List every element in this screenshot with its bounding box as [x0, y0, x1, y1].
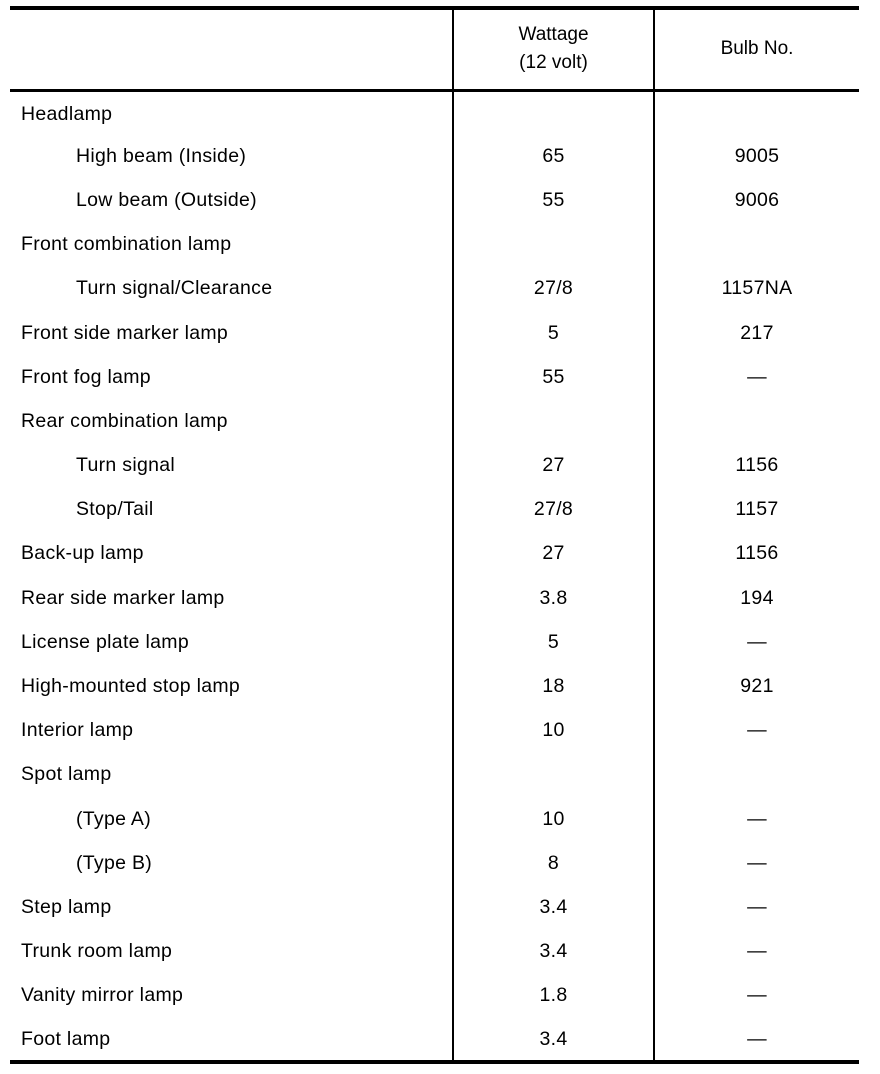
lamp-name-cell: Front combination lamp [10, 223, 453, 267]
lamp-name-cell: Rear combination lamp [10, 399, 453, 443]
wattage-cell: 3.8 [453, 576, 654, 620]
table-row [10, 532, 859, 576]
table-row [10, 797, 859, 841]
lamp-name-cell: Rear side marker lamp [10, 576, 453, 620]
wattage-cell: 55 [453, 355, 654, 399]
bulb-number-cell [654, 90, 859, 134]
lamp-name-cell: (Type B) [10, 841, 453, 885]
bulb-number-cell: 194 [740, 586, 774, 609]
table-row [10, 267, 859, 311]
table-row [10, 974, 859, 1018]
table-row [10, 399, 859, 443]
bulb-number-cell: 217 [740, 321, 774, 344]
bulb-number-cell: 9006 [734, 188, 780, 211]
wattage-cell [453, 90, 654, 134]
lamp-name-cell: Front fog lamp [10, 355, 453, 399]
bulb-number-cell: 1157 [735, 498, 779, 521]
wattage-cell: 18 [453, 664, 654, 708]
wattage-cell: 27 [453, 444, 654, 488]
bulb-number-cell: — [747, 984, 767, 1007]
wattage-cell: 27 [453, 532, 654, 576]
wattage-cell: 65 [453, 134, 654, 178]
bulb-number-cell: — [747, 940, 767, 963]
wattage-cell: 55 [453, 178, 654, 222]
lamp-name-cell: Headlamp [10, 90, 453, 134]
lamp-name-cell: High-mounted stop lamp [10, 664, 453, 708]
lamp-name-cell: Step lamp [10, 885, 453, 929]
bulb-number-cell: 1156 [735, 542, 779, 565]
lamp-name-cell: High beam (Inside) [10, 134, 453, 178]
lamp-name-cell: (Type A) [10, 797, 453, 841]
lamp-name-cell: Low beam (Outside) [10, 178, 453, 222]
lamp-name-cell: License plate lamp [10, 620, 453, 664]
wattage-cell: 10 [453, 709, 654, 753]
header-wattage-line2: (12 volt) [519, 52, 588, 74]
bulb-number-cell: 1156 [735, 454, 779, 477]
table-row [10, 134, 859, 178]
bulb-number-cell: 9005 [734, 144, 780, 167]
bulb-number-cell [654, 223, 859, 267]
table-row [10, 885, 859, 929]
lamp-name-cell: Spot lamp [10, 753, 453, 797]
lamp-name-cell: Turn signal [10, 444, 453, 488]
header-bulb-number: Bulb No. [654, 8, 859, 90]
table-row [10, 753, 859, 797]
bulb-number-cell: — [747, 895, 767, 918]
wattage-cell: 3.4 [453, 1018, 654, 1062]
table-row [10, 841, 859, 885]
wattage-cell [453, 753, 654, 797]
lamp-name-cell: Trunk room lamp [10, 930, 453, 974]
bulb-specification-table [10, 6, 859, 1064]
lamp-name-cell: Back-up lamp [10, 532, 453, 576]
wattage-cell [453, 399, 654, 443]
wattage-cell: 27/8 [453, 267, 654, 311]
table-row [10, 620, 859, 664]
header-wattage [453, 8, 654, 90]
header-wattage-line1: Wattage [518, 24, 589, 46]
table-row [10, 1018, 859, 1062]
lamp-name-cell: Front side marker lamp [10, 311, 453, 355]
table-row [10, 488, 859, 532]
table-row [10, 311, 859, 355]
table-header [10, 8, 859, 90]
bulb-number-cell: — [747, 630, 767, 653]
lamp-name-cell: Foot lamp [10, 1018, 453, 1062]
header-item [10, 8, 453, 90]
bulb-specification-table-wrapper [10, 6, 859, 1068]
bulb-number-cell: — [747, 851, 767, 874]
wattage-cell: 1.8 [453, 974, 654, 1018]
table-row [10, 444, 859, 488]
bulb-number-cell: — [747, 365, 767, 388]
lamp-name-cell: Vanity mirror lamp [10, 974, 453, 1018]
wattage-cell: 3.4 [453, 885, 654, 929]
lamp-name-cell: Turn signal/Clearance [10, 267, 453, 311]
wattage-cell: 27/8 [453, 488, 654, 532]
wattage-cell: 5 [453, 311, 654, 355]
table-row [10, 178, 859, 222]
lamp-name-cell: Stop/Tail [10, 488, 453, 532]
bulb-number-cell [654, 753, 859, 797]
bulb-number-cell: 921 [740, 675, 774, 698]
table-row [10, 664, 859, 708]
lamp-name-cell: Interior lamp [10, 709, 453, 753]
header-row [10, 8, 859, 90]
table-row [10, 930, 859, 974]
table-row [10, 576, 859, 620]
wattage-cell [453, 223, 654, 267]
bulb-number-cell: — [654, 1018, 859, 1062]
table-row [10, 90, 859, 134]
wattage-cell: 5 [453, 620, 654, 664]
table-body [10, 90, 859, 1062]
wattage-cell: 3.4 [453, 930, 654, 974]
bulb-number-cell: — [747, 719, 767, 742]
bulb-number-cell [654, 399, 859, 443]
table-row [10, 223, 859, 267]
wattage-cell: 10 [453, 797, 654, 841]
wattage-cell: 8 [453, 841, 654, 885]
bulb-number-cell: — [747, 807, 767, 830]
table-row [10, 355, 859, 399]
table-row [10, 709, 859, 753]
bulb-number-cell: 1157NA [721, 277, 793, 300]
